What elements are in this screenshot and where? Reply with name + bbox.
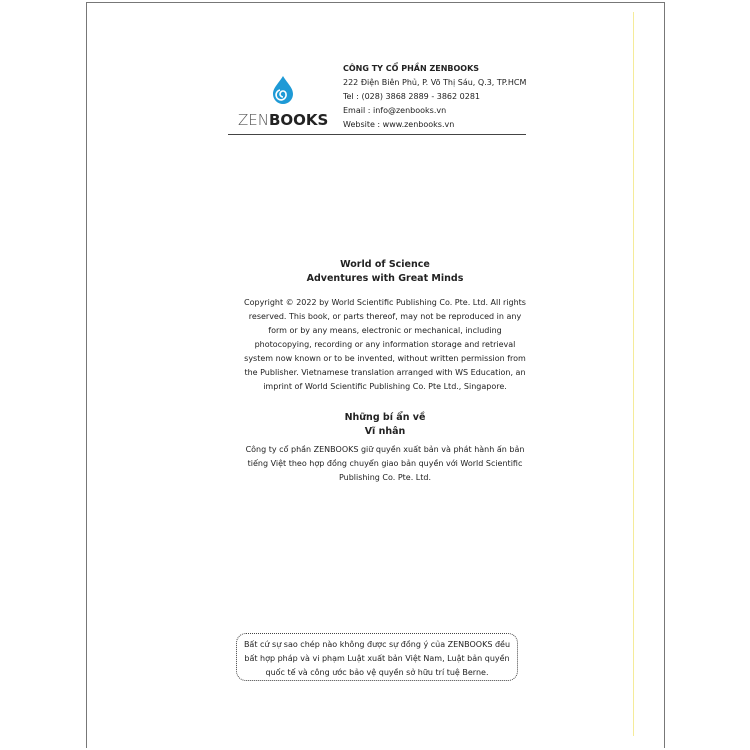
zenbooks-logo xyxy=(238,75,328,129)
website: Website : www.zenbooks.vn xyxy=(343,120,455,129)
logo-text-bold: BOOKS xyxy=(268,111,329,129)
logo-text-light: ZEN xyxy=(238,111,269,129)
header-divider xyxy=(228,134,526,135)
copyright-text: Copyright © 2022 by World Scientific Publishing Co. Pte. Ltd. All rights reserved. This book, or parts thereof, may not be reproduced in any form or by any means, electronic or mechanical, including photocopying, recording or any information storage and retrieval system now known or to be invented, without written permission from the Publisher. Vietnamese translation arranged with WS Education, an imprint of World Scientific Publishing Co. Pte Ltd., Singapore. xyxy=(244,298,526,391)
vietnamese-title xyxy=(240,411,530,439)
company-name: CÔNG TY CỔ PHẦN ZENBOOKS xyxy=(343,64,480,73)
vietnamese-title-line1: Những bí ẩn về xyxy=(344,412,426,423)
vietnamese-title-line2: Vĩ nhân xyxy=(364,426,406,437)
copyright-notice-box: Bất cứ sự sao chép nào không được sự đồng ý của ZENBOOKS đều bất hợp pháp và vi phạm Luật xuất bản Việt Nam, Luật bản quyền quốc tế và công ước bảo vệ quyền sở hữu trí tuệ Berne. xyxy=(236,633,518,681)
rights-text: Công ty cổ phần ZENBOOKS giữ quyền xuất bản và phát hành ấn bản tiếng Việt theo hợp đồng chuyển giao bản quyền với World Scientific Publishing Co. Pte. Ltd. xyxy=(245,445,525,482)
email: Email : info@zenbooks.vn xyxy=(343,106,447,115)
address: 222 Điện Biên Phủ, P. Võ Thị Sáu, Q.3, TP.HCM xyxy=(343,78,527,87)
water-drop-spiral-icon xyxy=(270,75,296,105)
fold-line xyxy=(633,12,634,736)
publisher-info xyxy=(343,62,526,132)
phone: Tel : (028) 3868 2889 - 3862 0281 xyxy=(343,92,481,101)
original-title-line1: World of Science xyxy=(340,259,430,270)
original-title-line2: Adventures with Great Minds xyxy=(306,273,464,284)
original-title xyxy=(240,258,530,286)
